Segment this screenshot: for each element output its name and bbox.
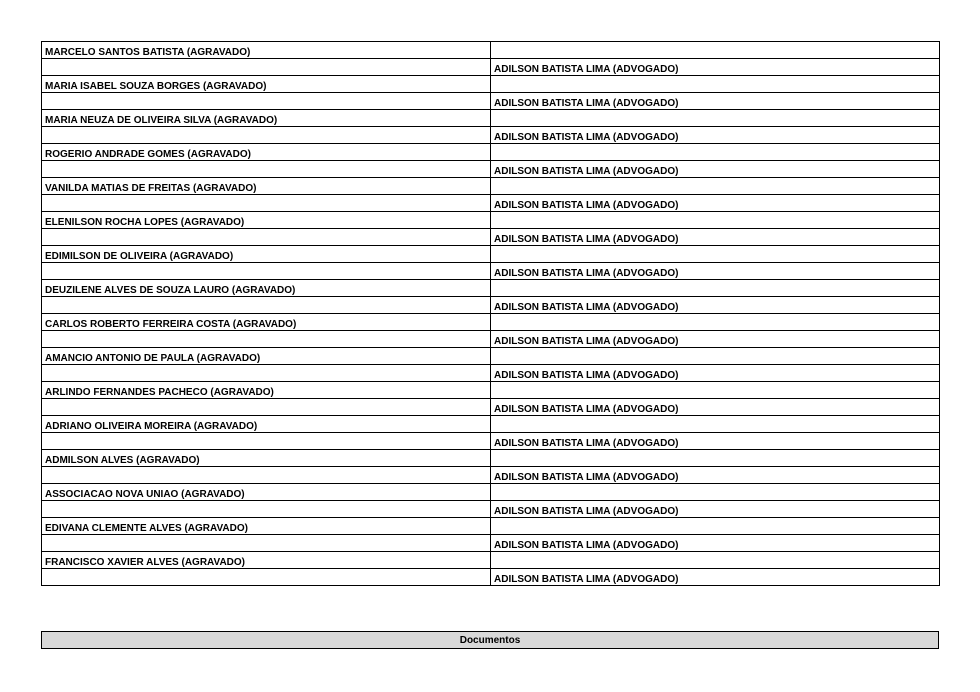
- advogado-row: [42, 501, 940, 518]
- advogado-name-cell: ADILSON BATISTA LIMA (ADVOGADO): [491, 59, 940, 76]
- advogado-name-cell: ADILSON BATISTA LIMA (ADVOGADO): [491, 195, 940, 212]
- advogado-name-cell: ADILSON BATISTA LIMA (ADVOGADO): [491, 535, 940, 552]
- agravado-row: [42, 382, 940, 399]
- advogado-row: [42, 93, 940, 110]
- empty-cell: [42, 297, 491, 314]
- empty-cell: [42, 331, 491, 348]
- empty-cell: [491, 552, 940, 569]
- agravado-name-cell: AMANCIO ANTONIO DE PAULA (AGRAVADO): [42, 348, 491, 365]
- empty-cell: [42, 501, 491, 518]
- advogado-row: [42, 569, 940, 586]
- empty-cell: [491, 348, 940, 365]
- agravado-row: [42, 416, 940, 433]
- empty-cell: [42, 433, 491, 450]
- empty-cell: [491, 246, 940, 263]
- agravado-row: [42, 110, 940, 127]
- empty-cell: [491, 42, 940, 59]
- empty-cell: [491, 382, 940, 399]
- advogado-row: [42, 195, 940, 212]
- agravado-row: [42, 552, 940, 569]
- agravado-name-cell: ELENILSON ROCHA LOPES (AGRAVADO): [42, 212, 491, 229]
- empty-cell: [42, 569, 491, 586]
- empty-cell: [42, 263, 491, 280]
- empty-cell: [42, 59, 491, 76]
- advogado-name-cell: ADILSON BATISTA LIMA (ADVOGADO): [491, 399, 940, 416]
- empty-cell: [42, 365, 491, 382]
- agravado-name-cell: MARCELO SANTOS BATISTA (AGRAVADO): [42, 42, 491, 59]
- advogado-name-cell: ADILSON BATISTA LIMA (ADVOGADO): [491, 297, 940, 314]
- agravado-name-cell: EDIVANA CLEMENTE ALVES (AGRAVADO): [42, 518, 491, 535]
- advogado-name-cell: ADILSON BATISTA LIMA (ADVOGADO): [491, 467, 940, 484]
- agravado-row: [42, 178, 940, 195]
- agravado-row: [42, 518, 940, 535]
- advogado-row: [42, 535, 940, 552]
- agravado-name-cell: ADRIANO OLIVEIRA MOREIRA (AGRAVADO): [42, 416, 491, 433]
- empty-cell: [491, 518, 940, 535]
- documents-section-title: Documentos: [459, 635, 521, 646]
- agravado-row: [42, 76, 940, 93]
- agravado-row: [42, 144, 940, 161]
- agravado-name-cell: CARLOS ROBERTO FERREIRA COSTA (AGRAVADO): [42, 314, 491, 331]
- agravado-row: [42, 42, 940, 59]
- advogado-name-cell: ADILSON BATISTA LIMA (ADVOGADO): [491, 229, 940, 246]
- advogado-name-cell: ADILSON BATISTA LIMA (ADVOGADO): [491, 127, 940, 144]
- agravado-name-cell: FRANCISCO XAVIER ALVES (AGRAVADO): [42, 552, 491, 569]
- agravado-name-cell: ASSOCIACAO NOVA UNIAO (AGRAVADO): [42, 484, 491, 501]
- advogado-row: [42, 161, 940, 178]
- advogado-name-cell: ADILSON BATISTA LIMA (ADVOGADO): [491, 263, 940, 280]
- agravado-row: [42, 212, 940, 229]
- empty-cell: [491, 450, 940, 467]
- empty-cell: [491, 110, 940, 127]
- advogado-row: [42, 297, 940, 314]
- empty-cell: [42, 467, 491, 484]
- advogado-row: [42, 433, 940, 450]
- agravado-name-cell: MARIA NEUZA DE OLIVEIRA SILVA (AGRAVADO): [42, 110, 491, 127]
- empty-cell: [42, 127, 491, 144]
- advogado-row: [42, 399, 940, 416]
- agravado-name-cell: DEUZILENE ALVES DE SOUZA LAURO (AGRAVADO): [42, 280, 491, 297]
- empty-cell: [42, 399, 491, 416]
- advogado-row: [42, 127, 940, 144]
- advogado-name-cell: ADILSON BATISTA LIMA (ADVOGADO): [491, 331, 940, 348]
- empty-cell: [42, 535, 491, 552]
- agravado-name-cell: ADMILSON ALVES (AGRAVADO): [42, 450, 491, 467]
- agravado-row: [42, 280, 940, 297]
- empty-cell: [491, 280, 940, 297]
- agravado-row: [42, 314, 940, 331]
- agravado-row: [42, 348, 940, 365]
- empty-cell: [42, 229, 491, 246]
- advogado-row: [42, 331, 940, 348]
- agravado-row: [42, 246, 940, 263]
- empty-cell: [491, 178, 940, 195]
- advogado-row: [42, 263, 940, 280]
- empty-cell: [491, 484, 940, 501]
- advogado-name-cell: ADILSON BATISTA LIMA (ADVOGADO): [491, 161, 940, 178]
- agravado-name-cell: ARLINDO FERNANDES PACHECO (AGRAVADO): [42, 382, 491, 399]
- advogado-name-cell: ADILSON BATISTA LIMA (ADVOGADO): [491, 365, 940, 382]
- empty-cell: [491, 314, 940, 331]
- agravado-row: [42, 484, 940, 501]
- agravado-name-cell: ROGERIO ANDRADE GOMES (AGRAVADO): [42, 144, 491, 161]
- parties-table-body: [42, 42, 940, 586]
- parties-table: [41, 41, 940, 586]
- empty-cell: [42, 161, 491, 178]
- advogado-name-cell: ADILSON BATISTA LIMA (ADVOGADO): [491, 501, 940, 518]
- advogado-row: [42, 229, 940, 246]
- advogado-name-cell: ADILSON BATISTA LIMA (ADVOGADO): [491, 569, 940, 586]
- empty-cell: [42, 93, 491, 110]
- empty-cell: [42, 195, 491, 212]
- agravado-row: [42, 450, 940, 467]
- advogado-name-cell: ADILSON BATISTA LIMA (ADVOGADO): [491, 433, 940, 450]
- advogado-row: [42, 59, 940, 76]
- advogado-name-cell: ADILSON BATISTA LIMA (ADVOGADO): [491, 93, 940, 110]
- advogado-row: [42, 365, 940, 382]
- advogado-row: [42, 467, 940, 484]
- agravado-name-cell: VANILDA MATIAS DE FREITAS (AGRAVADO): [42, 178, 491, 195]
- empty-cell: [491, 212, 940, 229]
- empty-cell: [491, 416, 940, 433]
- agravado-name-cell: MARIA ISABEL SOUZA BORGES (AGRAVADO): [42, 76, 491, 93]
- empty-cell: [491, 144, 940, 161]
- empty-cell: [491, 76, 940, 93]
- documents-section-header: [41, 631, 939, 649]
- agravado-name-cell: EDIMILSON DE OLIVEIRA (AGRAVADO): [42, 246, 491, 263]
